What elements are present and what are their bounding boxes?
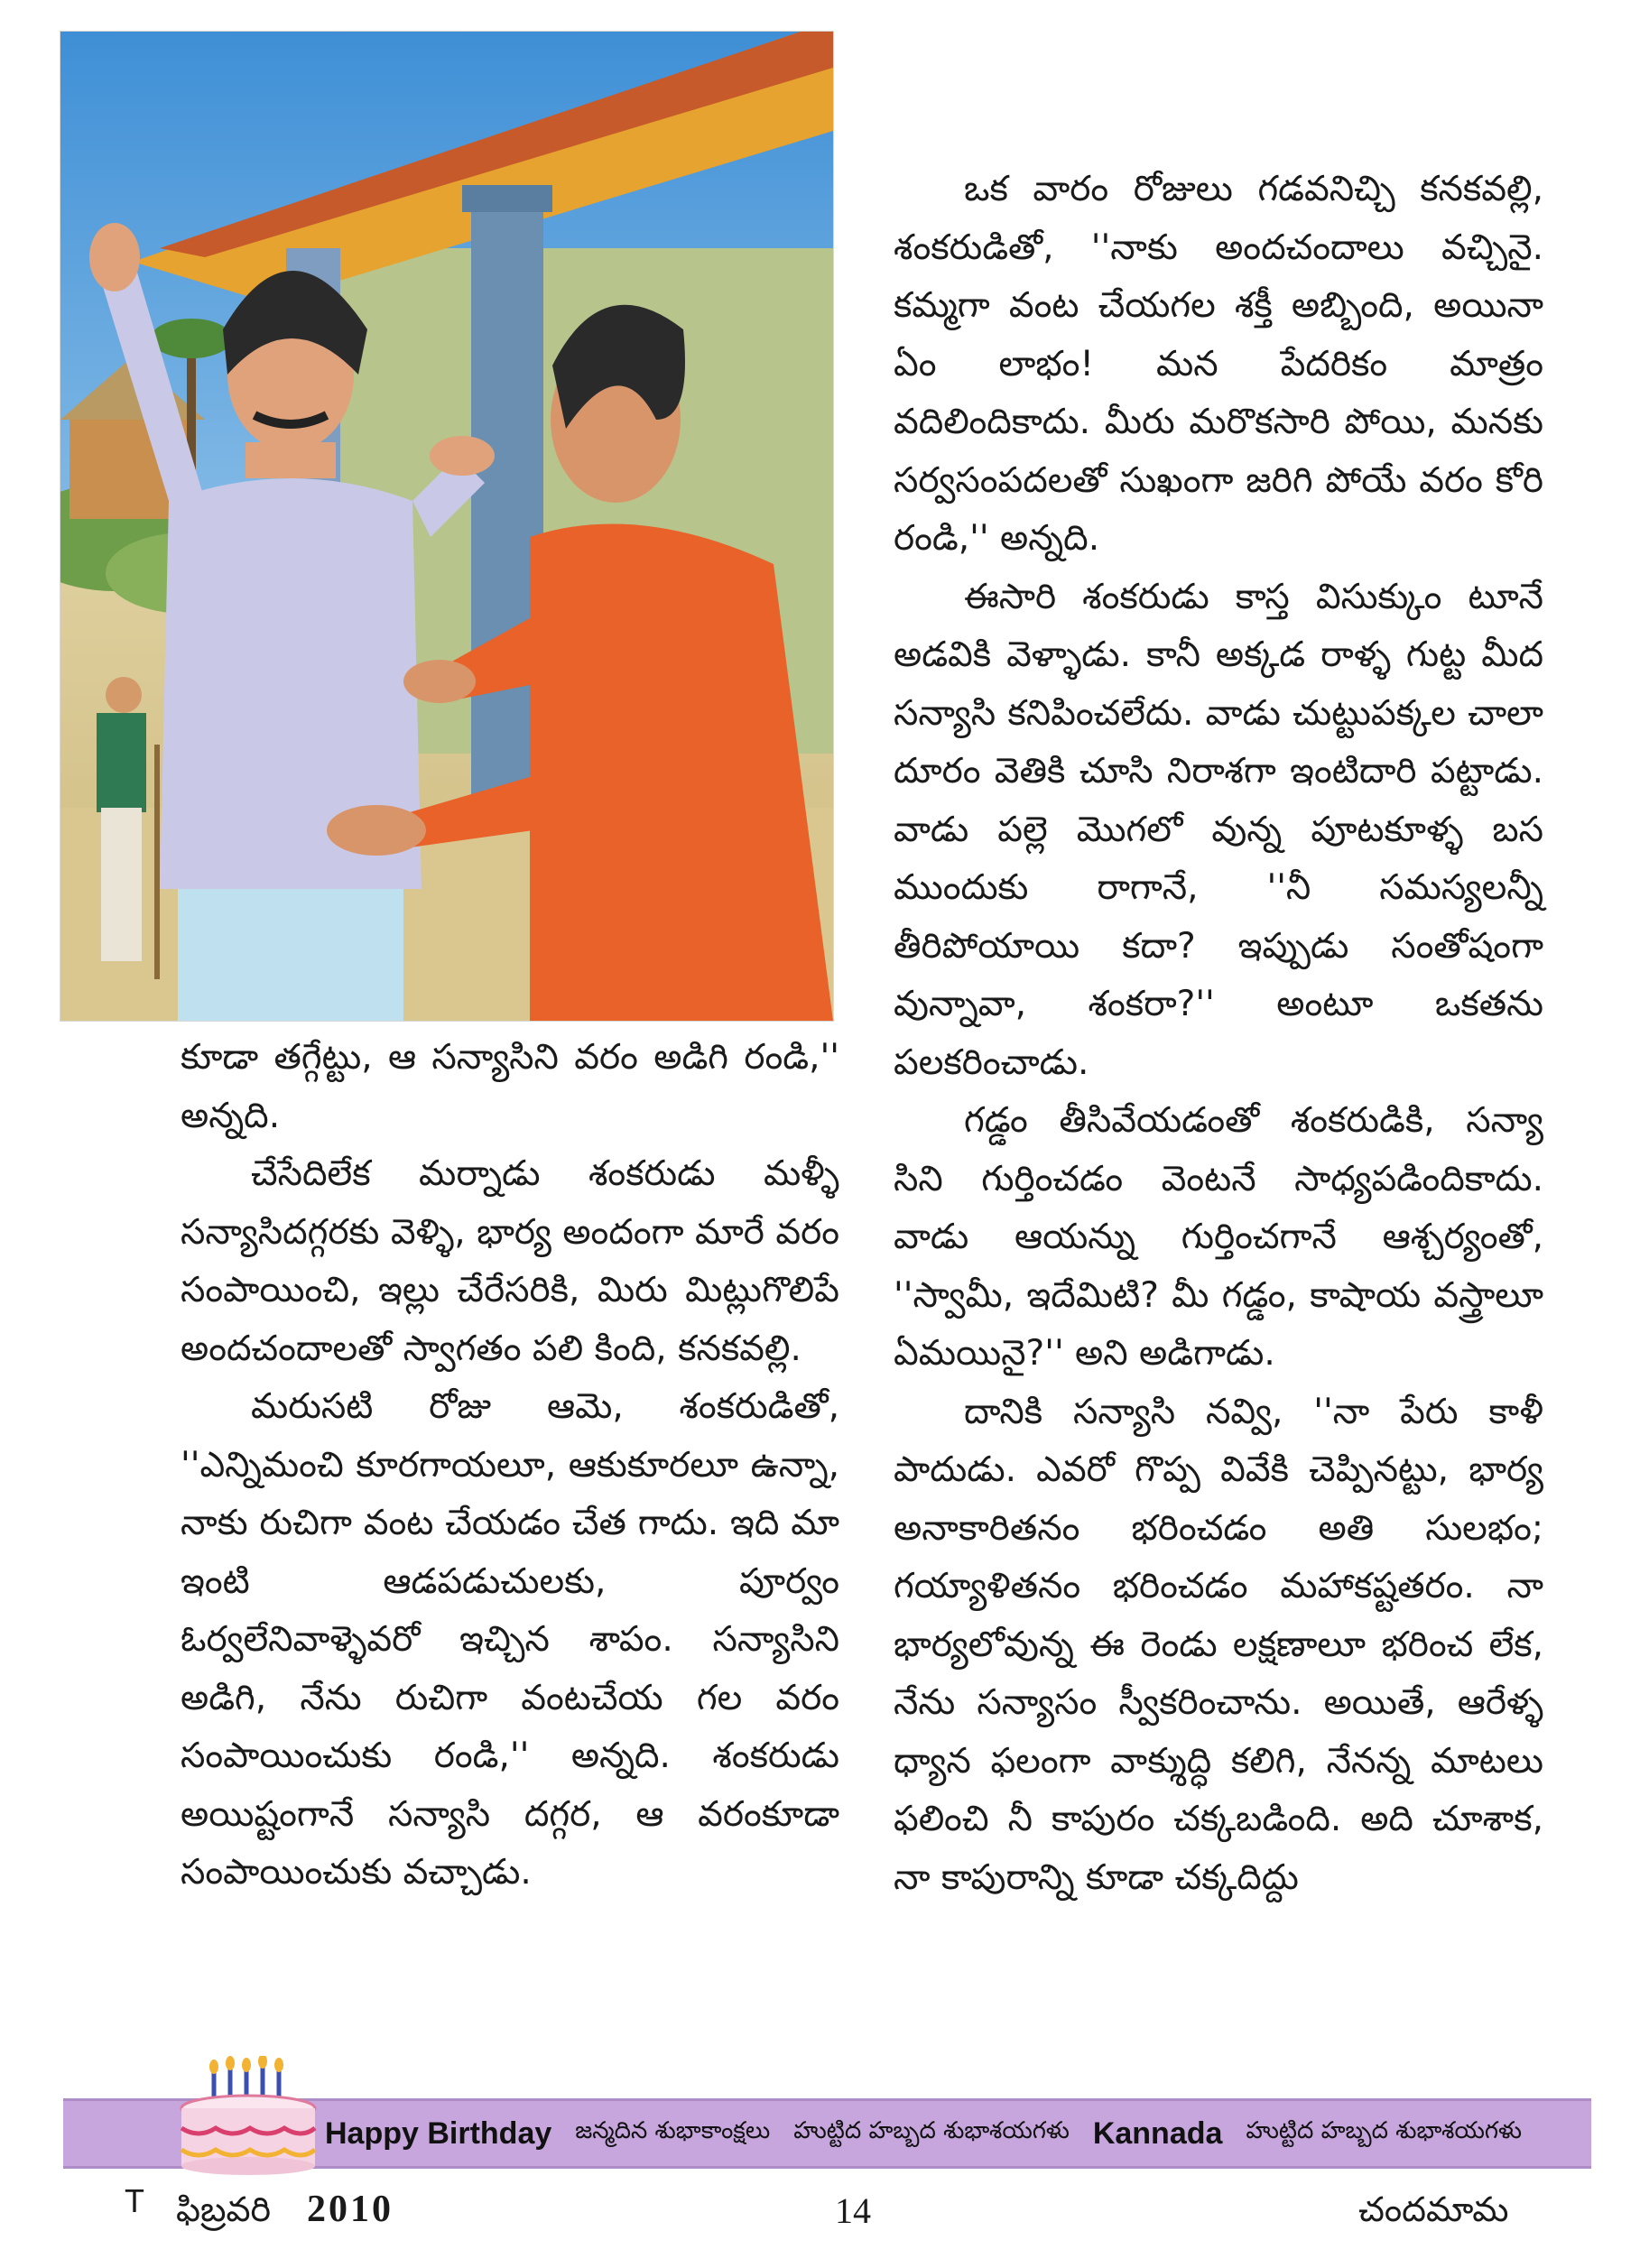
banner-telugu-greeting: జన్మదిన శుభాకాంక్షలు — [575, 2117, 771, 2144]
footer-letter: T — [125, 2182, 144, 2219]
footer-month: ఫిబ్రవరి — [176, 2189, 272, 2229]
footer-year: 2010 — [307, 2189, 394, 2230]
paragraph: ఈసారి శంకరుడు కాస్త విసుక్కుం టూనే అడవికి వెళ్ళాడు. కానీ అక్కడ రాళ్ళ గుట్ట మీద సన్యాసి కనిపించలేదు. వాడు చుట్టుపక్కల చాలా దూరం వెతికి చూసి నిరాశగా ఇంటిదారి పట్టాడు. వాడు పల్లె మొగలో వున్న పూటకూళ్ళ బస ముందుకు రాగానే, ''నీ సమస్యలన్నీ తీరిపోయాయి కదా? ఇప్పుడు సంతోషంగా వున్నావా, శంకరా?'' అంటూ ఒకతను పలకరించాడు. — [894, 576, 1543, 1083]
page-footer — [0, 2182, 1640, 2245]
story-illustration — [60, 31, 834, 1022]
right-text-column — [894, 161, 1543, 1907]
paragraph: కూడా తగ్గేట్టు, ఆ సన్యాసిని వరం అడిగి రండి,'' అన్నది. — [181, 1037, 839, 1136]
paragraph: ఒక వారం రోజులు గడవనిచ్చి కనకవల్లి, శంకరుడితో, ''నాకు అందచందాలు వచ్చినై. కమ్మగా వంట చేయగల శక్తీ అబ్బింది, అయినా ఏం లాభం! మన పేదరికం మాత్రం వదిలిందికాదు. మీరు మరొకసారి పోయి, మనకు సర్వసంపదలతో సుఖంగా జరిగి పోయే వరం కోరి రండి,'' అన్నది. — [894, 169, 1543, 559]
banner-kannada-label: Kannada — [1092, 2115, 1223, 2151]
banner-kannada-greeting-2: హుట్టిద హబ్బద శుభాశయగళు — [1246, 2117, 1522, 2144]
paragraph: చేసేదిలేక మర్నాడు శంకరుడు మళ్ళీ సన్యాసిదగ్గరకు వెళ్ళి, భార్య అందంగా మారే వరం సంపాయించి, ఇల్లు చేరేసరికి, మిరు మిట్లుగొలిపే అందచందాలతో స్వాగతం పలి కింది, కనకవల్లి. — [181, 1153, 839, 1369]
paragraph: మరుసటి రోజు ఆమె, శంకరుడితో, ''ఎన్నిమంచి కూరగాయలూ, ఆకుకూరలూ ఉన్నా, నాకు రుచిగా వంట చేయడం చేత గాదు. ఇది మా ఇంటి ఆడపడుచులకు, పూర్వం ఓర్వలేనివాళ్ళెవరో ఇచ్చిన శాపం. సన్యాసిని అడిగి, నేను రుచిగా వంటచేయ గల వరం సంపాయించుకు రండి,'' అన్నది. శంకరుడు అయిష్టంగానే సన్యాసి దగ్గర, ఆ వరంకూడా సంపాయించుకు వచ్చాడు. — [181, 1386, 839, 1893]
banner-kannada-greeting: హుట్టిద హబ్బద శుభాశయగళు — [793, 2117, 1070, 2144]
magazine-name: చందమామ — [1358, 2189, 1509, 2229]
birthday-cake-icon — [176, 2056, 320, 2178]
paragraph: దానికి సన్యాసి నవ్వి, ''నా పేరు కాళీ పాదుడు. ఎవరో గొప్ప వివేకి చెప్పినట్టు, భార్య అనాకారితనం భరించడం అతి సులభం; గయ్యాళితనం భరించడం మహాకష్టతరం. నా భార్యలోవున్న ఈ రెండు లక్షణాలూ భరించ లేక, నేను సన్యాసం స్వీకరించాను. అయితే, ఆరేళ్ళ ధ్యాన ఫలంగా వాక్శుద్ధి కలిగి, నేనన్న మాటలు ఫలించి నీ కాపురం చక్కబడింది. అది చూశాక, నా కాపురాన్ని కూడా చక్కదిద్దు — [894, 1391, 1543, 1898]
paragraph: గడ్డం తీసివేయడంతో శంకరుడికి, సన్యా సిని గుర్తించడం వెంటనే సాధ్యపడిందికాదు. వాడు ఆయన్ను గుర్తించగానే ఆశ్చర్యంతో, ''స్వామీ, ఇదేమిటి? మీ గడ్డం, కాషాయ వస్త్రాలూ ఏమయినై?'' అని అడిగాడు. — [894, 1100, 1543, 1374]
page-number: 14 — [835, 2190, 871, 2231]
banner-happy-birthday: Happy Birthday — [325, 2115, 552, 2151]
left-text-column — [181, 1029, 839, 1902]
